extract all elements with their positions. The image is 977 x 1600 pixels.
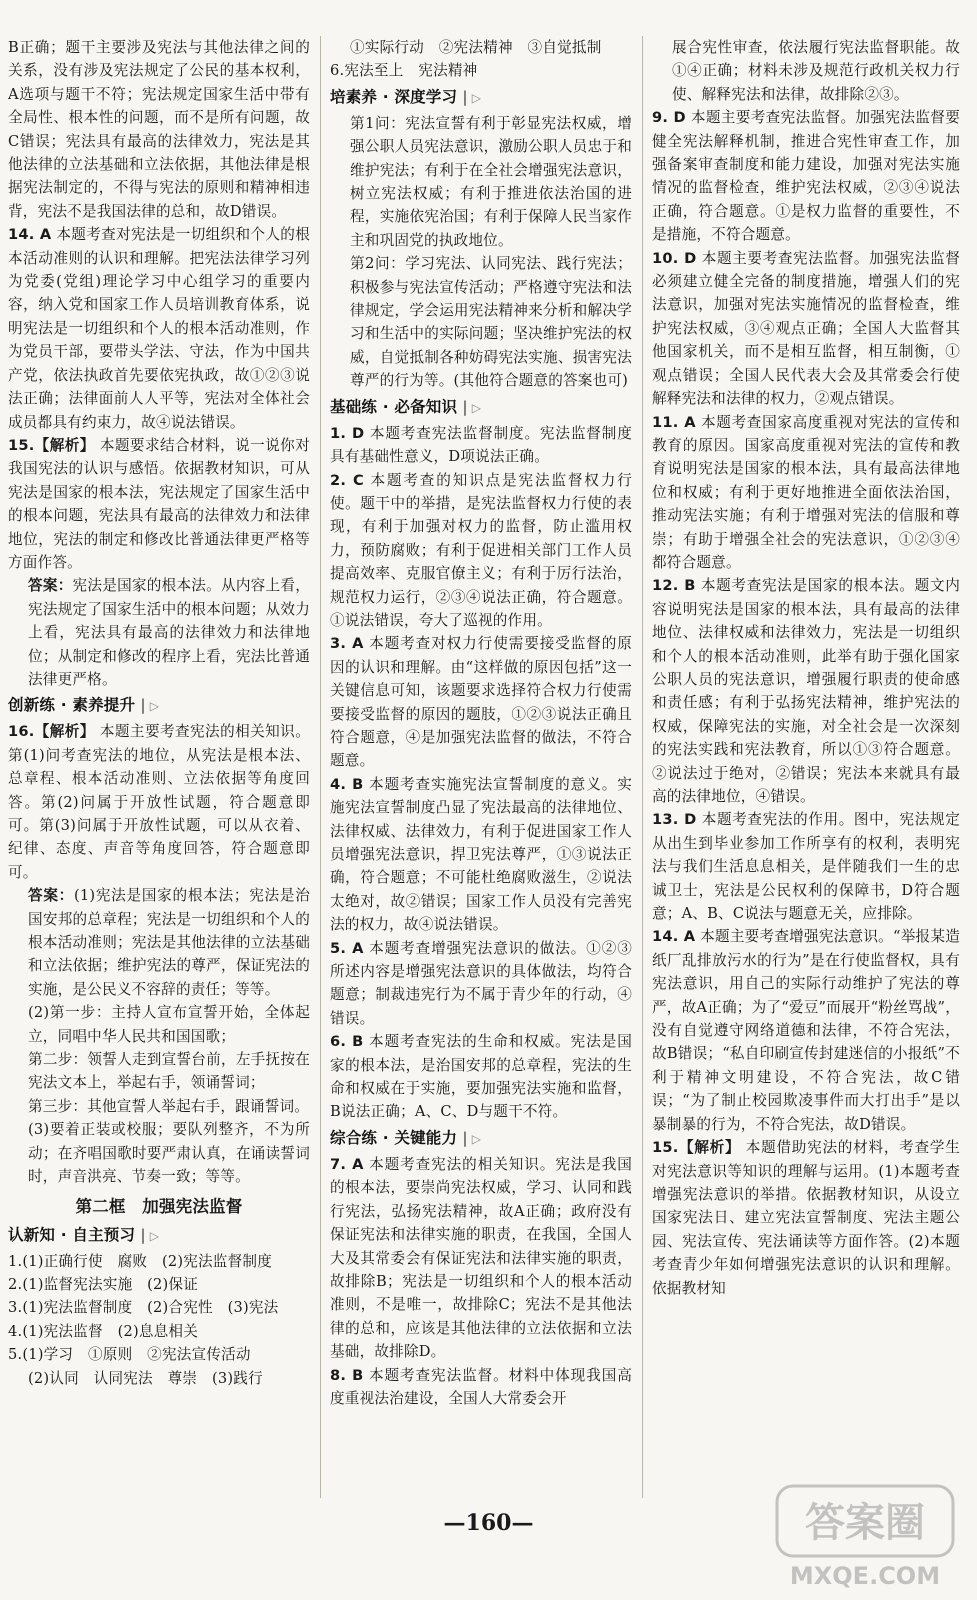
answer-item: [330, 1364, 632, 1411]
heading-bar: |: [135, 696, 146, 715]
answer-item: [652, 106, 960, 246]
answer-item: [330, 422, 632, 469]
section-heading-text: 综合练 · 关键能力: [330, 1128, 458, 1147]
explanation-text: 本题考查实施宪法宣誓制度的意义。实施宪法宣誓制度凸显了宪法最高的法律地位、法律权威、法律效力，有利于促进国家工作人员增强宪法意识，捍卫宪法尊严，①③说法正确，符合题意；不可能杜绝腐败滋生，②说法太绝对，故②错误；国家工作人员没有完善宪法的权力，故④说法错误。: [330, 775, 632, 934]
paragraph: 展合宪性审查，依法履行宪法监督职能。故①④正确；材料未涉及规范行政机关权力行使、解释宪法和法律，故排除②③。: [672, 39, 960, 103]
answer-label: 答案：: [28, 577, 73, 595]
heading-bar: |: [457, 1128, 468, 1147]
explanation-text: 本题考查宪法是国家的根本法。题文内容说明宪法是国家的根本法，具有最高的法律地位、法律权威和法律效力，宪法是一切组织和个人的根本活动准则，此举有助于强化国家公职人员的宪法意识，增强履行职责的使命感和责任感；有利于弘扬宪法精神，维护宪法的权威，保障宪法的实施，对全社会是一次深刻的宪法实践和宪法教育，所以①③符合题意。②说法过于绝对，②错误；宪法本来就具有最高的法律地位，④错误。: [652, 577, 960, 805]
explanation-text: 本题主要考查宪法监督。加强宪法监督要健全宪法解释机制，推进合宪性审查工作，加强备案审查制度和能力建设，加强对宪法实施情况的监督检查，维护宪法权威，②③④说法正确，符合题意。①是权力监督的重要性，不是措施，不符合题意。: [652, 109, 960, 244]
watermark-url: MXQE.COM: [789, 1562, 941, 1590]
answer-item: [8, 720, 310, 884]
list-line: 4.(1)宪法监督 (2)息息相关: [8, 1322, 199, 1340]
explanation-text: 本题考查宪法监督制度。宪法监督制度具有基础性意义，D项说法正确。: [330, 424, 632, 466]
explanation-text: 本题考查宪法监督。材料中体现我国高度重视法治建设，全国人大常委会开: [330, 1366, 632, 1407]
column-middle: [330, 36, 632, 1498]
answer-item: [330, 773, 632, 937]
explanation-text: 本题考查对宪法是一切组织和个人的根本活动准则的认识和理解。把宪法法律学习列为党委(党组)理论学习中心组学习的重要内容，纳入党和国家工作人员培训教育体系，说明宪法是一切组织和个人的根本活动准则，作为党员干部，要带头学法、守法，作为中国共产党，依法执政首先要依宪执政，故①②③说法正确；法律面前人人平等，宪法对全体社会成员都具有约束力，故④说法错误。: [8, 226, 310, 431]
answer-item: [8, 223, 310, 434]
question-number: 14. A: [8, 226, 52, 244]
column-divider: [320, 36, 321, 1498]
question-number: 14. A: [652, 928, 696, 946]
section-heading-text: 认新知 · 自主预习: [8, 1225, 136, 1244]
column-right: [652, 36, 960, 1498]
arrow-icon: ▷: [467, 400, 482, 415]
answer-item: [652, 808, 960, 925]
heading-bar: |: [457, 397, 468, 416]
answer-item: [652, 574, 960, 808]
explanation-text: 本题要求结合材料，说一说你对我国宪法的认识与感悟。依据教材知识，可从宪法是国家的根本法，宪法规定了国家生活中的根本问题，宪法具有最高的法律效力和法律地位，宪法的制定和修改比普通法律更严格等方面作答。: [8, 436, 310, 571]
paragraph: 第二步：领誓人走到宣誓台前，左手抚按在宪法文本上，举起右手，领诵誓词；: [28, 1051, 310, 1092]
column-divider: [642, 36, 643, 1498]
arrow-icon: ▷: [467, 1131, 482, 1146]
question-number: 5. A: [330, 939, 364, 957]
explanation-text: 本题考查的知识点是宪法监督权力行使。题干中的举措，是宪法监督权力行使的表现，有利于加强对权力的监督，防止滥用权力，预防腐败；有利于促进相关部门工作人员提高效率、克服官僚主义；有利于厉行法治，规范权力运行，②③④说法正确，符合题意。①说法错误，夸大了巡视的作用。: [330, 471, 632, 629]
answer-label: 答案：: [28, 887, 75, 905]
answer-item: [8, 434, 310, 574]
section-heading: [8, 1223, 310, 1249]
heading-bar: |: [457, 87, 468, 106]
paragraph: ①实际行动 ②宪法精神 ③自觉抵制: [350, 39, 602, 56]
explanation-text: 本题考查宪法的作用。图中，宪法规定从出生到毕业参加工作所享有的权利，表明宪法与我们生活息息相关，是伴随我们一生的忠诚卫士，宪法是公民权利的保障书，D符合题意；A、B、C说法与题意无关，应排除。: [652, 811, 960, 923]
answer-block: [8, 574, 310, 691]
answer-text: (1)宪法是国家的根本法；宪法是治国安邦的总章程；宪法是一切组织和个人的根本活动准则；宪法是其他法律的立法基础和立法依据；维护宪法的尊严，保证宪法的实施，是公民义不容辞的责任；等等。: [28, 887, 310, 998]
section-heading-text: 创新练 · 素养提升: [8, 696, 136, 715]
explanation-text: 本题主要考查宪法的相关知识。第(1)问考查宪法的地位，从宪法是根本法、总章程、根本活动准则、立法依据等角度回答。第(2)问属于开放性试题，符合题意即可。第(3)问属于开放性试题，可以从衣着、纪律、态度、声音等角度回答，符合题意即可。: [8, 723, 310, 881]
section-heading-text: 培素养 · 深度学习: [330, 87, 458, 106]
explanation-text: 本题考查增强宪法意识的做法。①②③所述内容是增强宪法意识的具体做法，均符合题意；制裁违宪行为不属于青少年的行动，④错误。: [330, 939, 632, 1027]
question-number: 9. D: [652, 109, 686, 127]
answer-item: [652, 247, 960, 411]
question-number: 1. D: [330, 424, 365, 442]
answer-item: [330, 937, 632, 1031]
answer-item: [330, 1153, 632, 1364]
answer-item: [652, 925, 960, 1136]
paragraph: 第1问：宪法宣誓有利于彰显宪法权威，增强公职人员宪法意识，激励公职人员忠于和维护宪法；有利于在全社会增强宪法意识，树立宪法权威；有利于推进依法治国的进程，实施依宪治国；有利于保障人民当家作主和巩固党的执政地位。: [350, 114, 632, 249]
paragraph: (2)认同 认同宪法 尊崇 (3)践行: [28, 1369, 263, 1387]
list-line: 1.(1)正确行使 腐败 (2)宪法监督制度: [8, 1252, 272, 1270]
paragraph: 第2问：学习宪法、认同宪法、践行宪法；积极参与宪法宣传活动；严格遵守宪法和法律规定，学会运用宪法精神来分析和解决学习和生活中的实际问题；坚决维护宪法的权威，自觉抵制各种妨碍宪法实施、损害宪法尊严的行为等。(其他符合题意的答案也可): [350, 255, 632, 390]
arrow-icon: ▷: [467, 90, 482, 105]
question-number: 12. B: [652, 577, 696, 595]
explanation-text: 本题考查宪法的相关知识。宪法是我国的根本法，要崇尚宪法权威，学习、认同和践行宪法，弘扬宪法精神，故A正确；政府没有保证宪法和法律实施的职责，在我国，全国人大及其常委会有保证宪法和法律实施的职责，故排除B；宪法是一切组织和个人的根本活动准则，不是唯一，故排除C；宪法不是其他法律的总和，应该是其他法律的立法依据和立法基础，故排除D。: [330, 1155, 632, 1361]
question-number: 7. A: [330, 1155, 364, 1173]
answer-item: [330, 632, 632, 772]
arrow-icon: ▷: [145, 1228, 160, 1243]
question-number: 11. A: [652, 413, 696, 431]
explanation-text: 本题考查对权力行使需要接受监督的原因的认识和理解。由“这样做的原因包括”这一关键信息可知，该题要求选择符合权力行使需要接受监督的原因的题肢，①②③说法正确且符合题意，④是加强宪法监督的做法，不符合题意。: [330, 635, 632, 770]
watermark-logo: [769, 1478, 959, 1594]
section-heading-text: 基础练 · 必备知识: [330, 397, 458, 416]
question-number: 4. B: [330, 775, 364, 793]
question-number: 13. D: [652, 811, 697, 829]
section-heading: [330, 395, 632, 421]
answer-item: [330, 469, 632, 633]
explanation-text: 本题主要考查宪法监督。加强宪法监督必须建立健全完备的制度措施，增强人们的宪法意识，加强对宪法实施情况的监督检查，维护宪法权威，③④观点正确；全国人大监督其他国家机关，而不是相互监督，相互制衡，①观点错误；全国人民代表大会及其常委会行使解释宪法和法律的权力，②观点错误。: [652, 249, 960, 408]
paragraph: (3)要着正装或校服；要队列整齐，不为所动；在齐唱国歌时要严肃认真，在诵读誓词时，声音洪亮、节奏一致；等等。: [28, 1121, 310, 1186]
answer-item: [652, 1136, 960, 1300]
explanation-text: 本题借助宪法的材料，考查学生对宪法意识等知识的理解与运用。(1)本题考查增强宪法意识的举措。依据教材知识，从设立国家宪法日、建立宪法宣誓制度、宪法主题公园、宪法宣传、宪法诵读等方面作答。(2)本题考查青少年如何增强宪法意识的认识和理解。依据教材知: [652, 1139, 960, 1297]
question-number: 15.【解析】: [8, 436, 95, 454]
section-heading: [330, 85, 632, 111]
answer-text: 宪法是国家的根本法。从内容上看，宪法规定了国家生活中的根本问题；从效力上看，宪法具有最高的法律效力和法律地位；从制定和修改的程序上看，宪法比普通法律更严格。: [28, 577, 310, 688]
watermark-logo-text: 答案圈: [805, 1500, 925, 1546]
list-line: 2.(1)监督宪法实施 (2)保证: [8, 1275, 199, 1293]
list-line: 3.(1)宪法监督制度 (2)合宪性 (3)宪法: [8, 1299, 279, 1317]
answer-item: [330, 1030, 632, 1124]
question-number: 3. A: [330, 635, 364, 653]
paragraph: 第三步：其他宣誓人举起右手，跟诵誓词。: [28, 1097, 310, 1115]
answer-item: [652, 411, 960, 575]
question-number: 15.【解析】: [652, 1139, 741, 1157]
list-line: B正确；题干主要涉及宪法与其他法律之间的关系，没有涉及宪法规定了公民的基本权利，A选项与题干不符；宪法规定国家生活中带有全局性、根本性的问题，而不是所有问题，故C错误；宪法具有最高的法律效力，宪法是其他法律的立法基础和立法依据，其他法律是根据宪法制定的，不得与宪法的原则和精神相违背，宪法不是我国法律的总和，故D错误。: [8, 39, 310, 220]
question-number: 6. B: [330, 1033, 364, 1051]
arrow-icon: ▷: [145, 699, 160, 714]
question-number: 2. C: [330, 471, 364, 489]
section-heading: [8, 693, 310, 719]
heading-bar: |: [135, 1225, 146, 1244]
question-number: 8. B: [330, 1366, 364, 1384]
column-left: [8, 36, 310, 1498]
list-line: 6.宪法至上 宪法精神: [330, 62, 478, 80]
question-number: 10. D: [652, 249, 697, 267]
paragraph: (2)第一步：主持人宣布宣誓开始，全体起立，同唱中华人民共和国国歌；: [28, 1004, 310, 1045]
page-number: —160—: [443, 1510, 534, 1536]
explanation-text: 本题主要考查增强宪法意识。“举报某造纸厂乱排放污水的行为”是在行使监督权，具有宪法意识，用自己的实际行动维护了宪法的尊严，故A正确；为了“爱豆”而展开“粉丝骂战”，没有自觉遵守网络道德和法律，不符合宪法，故B错误；“私自印刷宣传封建迷信的小报纸”不利于精神文明建设，不符合宪法，故C错误；“为了制止校园欺凌事件而大打出手”是以暴制暴的行为，不符合宪法，故D错误。: [652, 928, 960, 1133]
question-number: 16.【解析】: [8, 723, 95, 741]
list-line: 5.(1)学习 ①原则 ②宪法宣传活动: [8, 1346, 251, 1364]
explanation-text: 本题考查国家高度重视对宪法的宣传和教育的原因。国家高度重视对宪法的宣传和教育说明宪法是国家的根本法，具有最高法律地位和权威；有利于更好地推进全面依法治国，推动宪法实施；有利于增强对宪法的信服和尊崇；有助于增强全社会的宪法意识，①②③④都符合题意。: [652, 413, 960, 571]
section-heading: [330, 1126, 632, 1152]
explanation-text: 本题考查宪法的生命和权威。宪法是国家的根本法，是治国安邦的总章程，宪法的生命和权威在于实施，要加强宪法实施和监督，B说法正确；A、C、D与题干不符。: [330, 1033, 632, 1121]
subsection-title: 第二框 加强宪法监督: [75, 1196, 243, 1216]
answer-block: [8, 884, 310, 1001]
